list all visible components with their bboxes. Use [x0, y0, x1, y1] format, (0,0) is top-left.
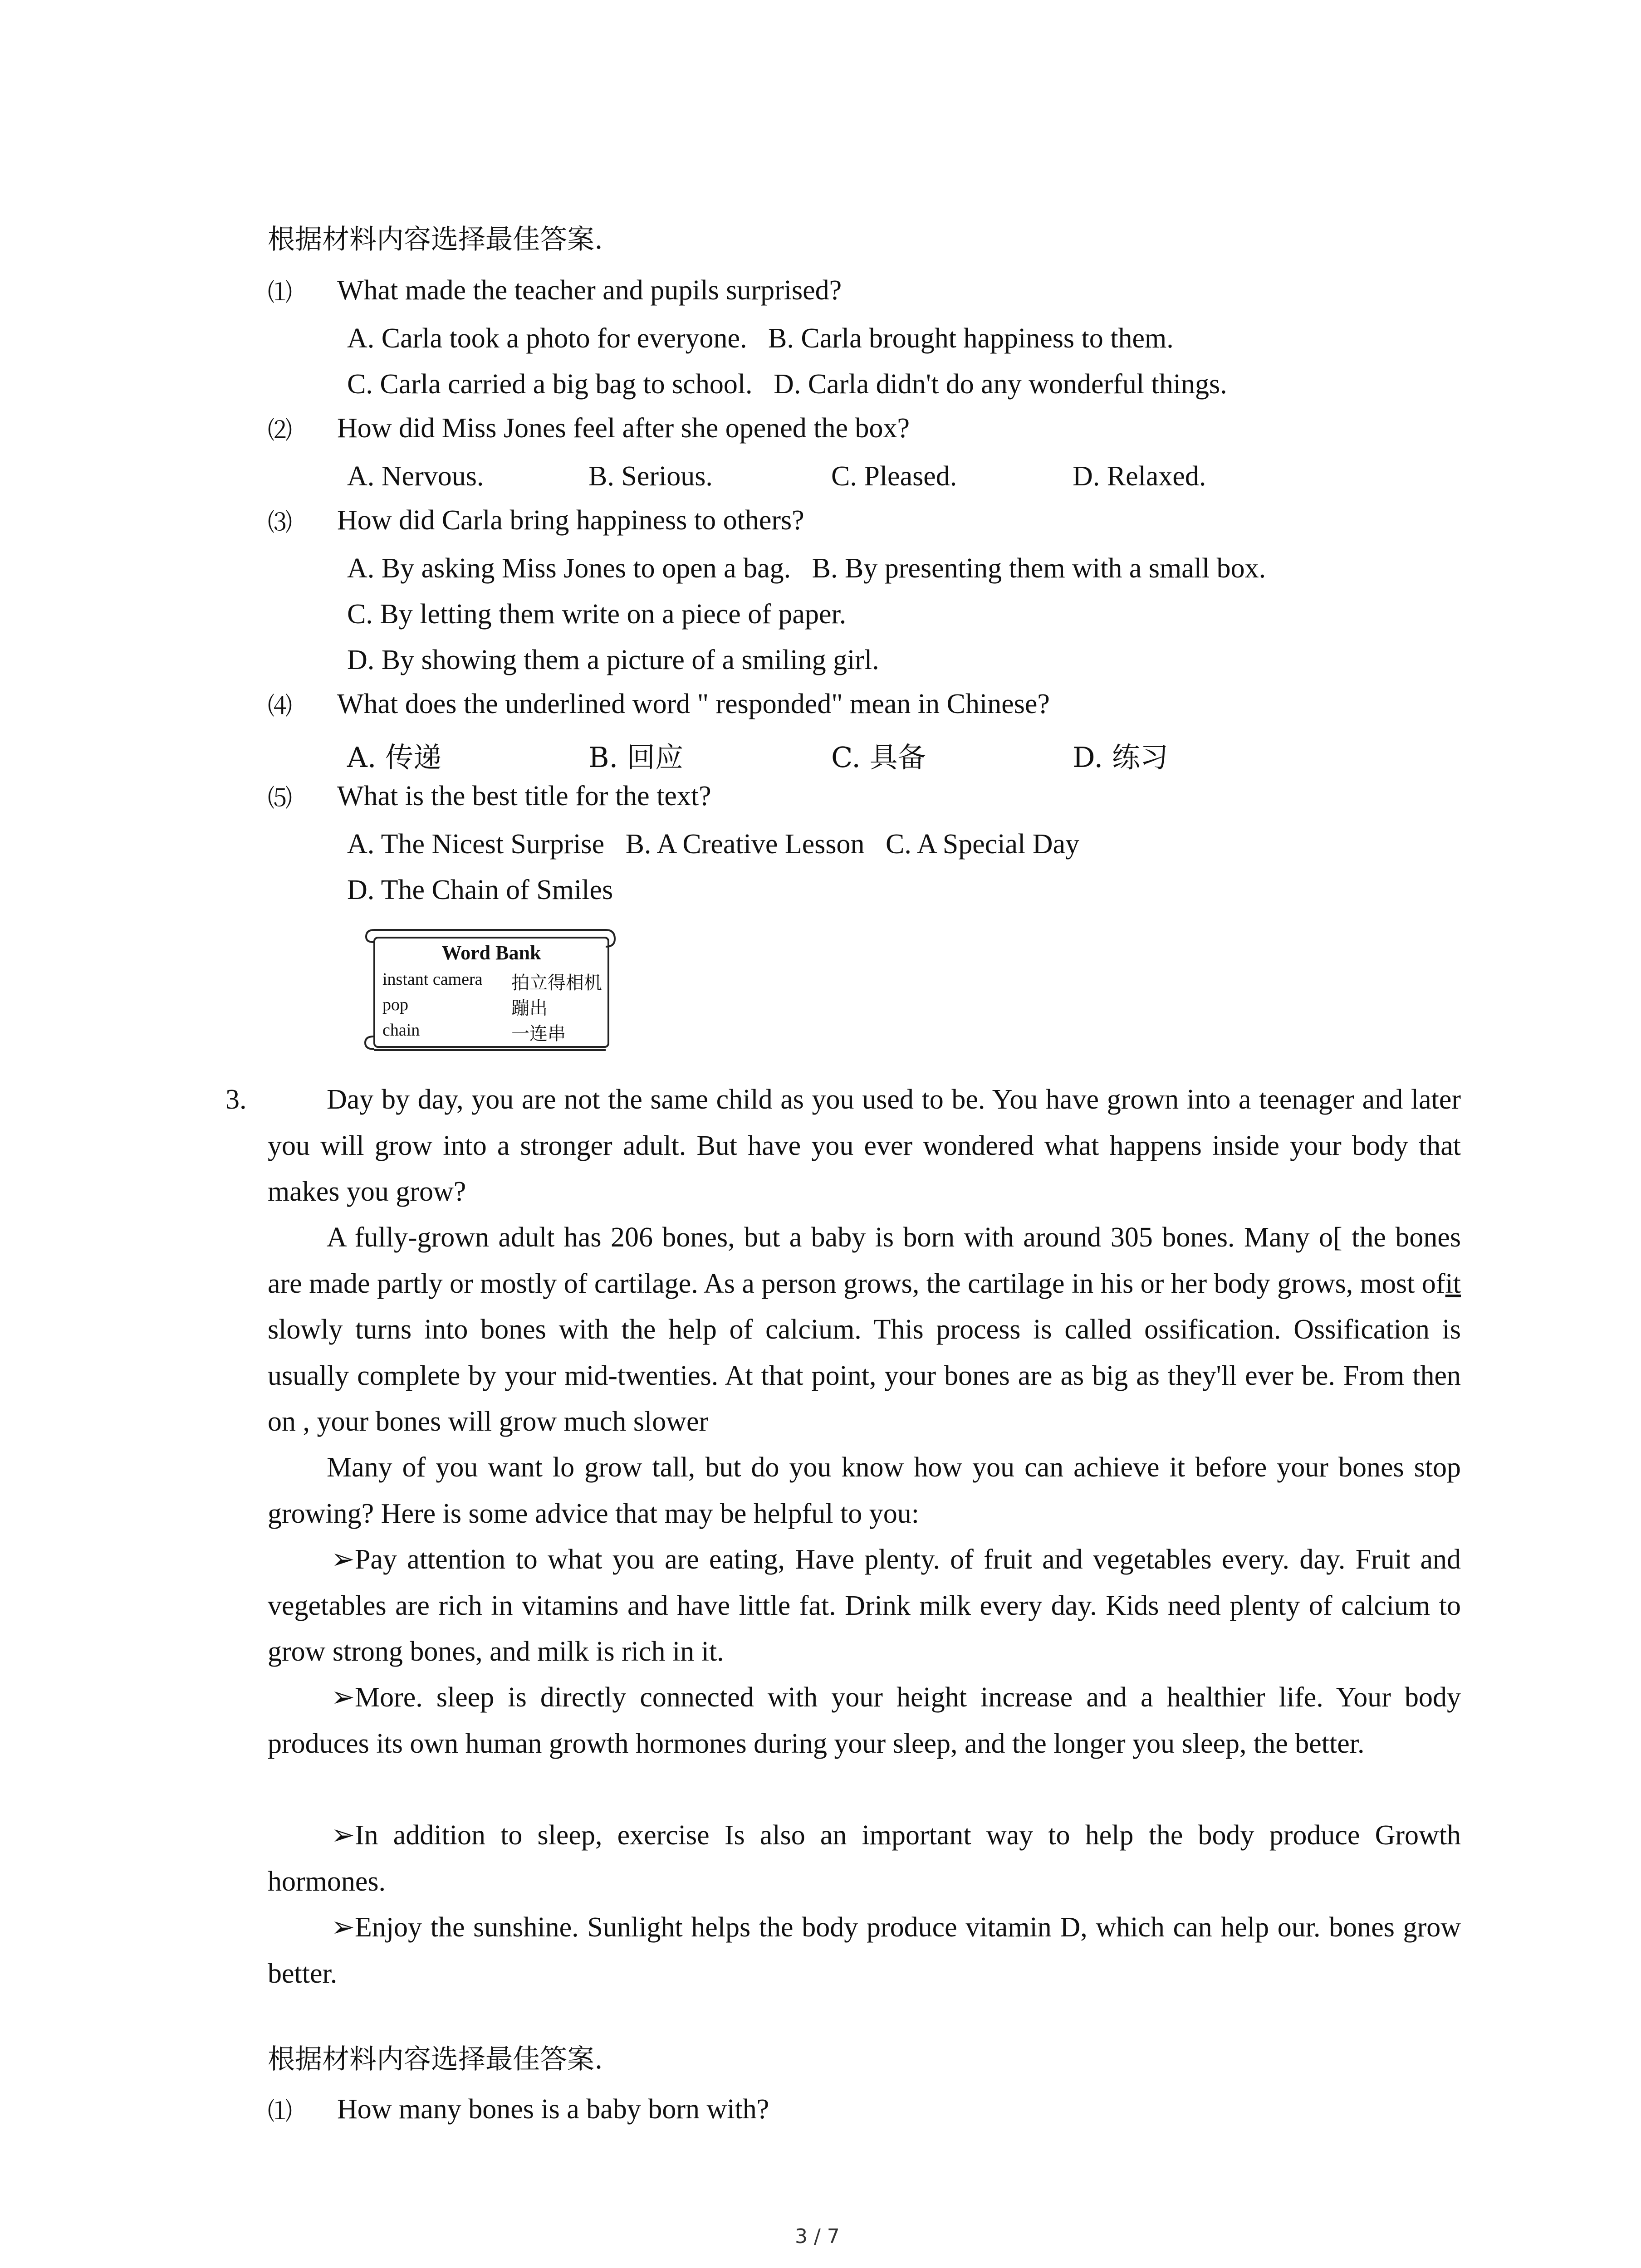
word-bank-box	[373, 937, 609, 1048]
question-number-5: ⑸	[268, 785, 292, 812]
question-number-1: ⑴	[268, 279, 292, 306]
question-4-option-a: A. 传递	[347, 741, 442, 774]
passage-paragraph-3-text: Many of you want lo grow tall, but do you know how you can achieve it before your bones stop growing? Here is some advice that may be helpful to you:	[268, 1452, 1461, 1529]
word-bank-en: chain	[382, 1021, 420, 1040]
word-bank-en: instant camera	[382, 970, 483, 989]
question-3-options-line-2: C. By letting them write on a piece of paper.	[347, 599, 847, 630]
advice-item-4	[268, 1905, 1461, 1997]
question-1-options-line-2: C. Carla carried a big bag to school. D. Carla didn't do any wonderful things.	[347, 369, 1227, 400]
question-2-option-b: B. Serious.	[588, 461, 713, 492]
word-bank-row-1	[382, 969, 483, 989]
passage-paragraph-1	[268, 1077, 1461, 1215]
section1-instruction: 根据材料内容选择最佳答案.	[268, 224, 603, 255]
word-bank-cn-3: 一连串	[511, 1023, 566, 1044]
section2-question-number-1: ⑴	[268, 2098, 292, 2125]
question-text-1: What made the teacher and pupils surprised?	[337, 275, 842, 306]
question-3-options-line-1: A. By asking Miss Jones to open a bag. B. By presenting them with a small box.	[347, 553, 1266, 584]
question-text-3: How did Carla bring happiness to others?	[337, 505, 804, 536]
word-bank-row-3	[382, 1020, 420, 1040]
passage-number: 3.	[225, 1084, 247, 1115]
section2-instruction: 根据材料内容选择最佳答案.	[268, 2043, 603, 2075]
advice-item-2-text: ➢More. sleep is directly connected with your height increase and a healthier life. Your body produces its own human growth hormones during your sleep, and the longer you sleep, the better.	[268, 1682, 1461, 1759]
word-bank-row-2	[382, 995, 408, 1015]
word-bank-en: pop	[382, 995, 408, 1014]
advice-item-3-text: ➢In addition to sleep, exercise Is also an important way to help the body produce Growth hormones.	[268, 1820, 1461, 1897]
advice-item-1	[268, 1537, 1461, 1675]
question-3-options-line-3: D. By showing them a picture of a smiling girl.	[347, 645, 879, 675]
passage-paragraph-2-text-b: slowly turns into bones with the help of calcium. This process is called ossification. Ossification is usually complete by your mid-twenties. At that point, your bones are as big as they'll ever be. From then on , your bones will grow much slower	[268, 1314, 1461, 1437]
word-bank-title: Word Bank	[441, 942, 541, 964]
question-1-options-line-1: A. Carla took a photo for everyone. B. Carla brought happiness to them.	[347, 323, 1174, 354]
question-4-option-d: D. 练习	[1073, 741, 1168, 774]
question-4-option-b: B. 回应	[588, 741, 683, 774]
advice-item-3	[268, 1813, 1461, 1905]
passage-paragraph-1-text: Day by day, you are not the same child as you used to be. You have grown into a teenager and later you will grow into a stronger adult. But have you ever wondered what happens inside your body that makes you grow?	[268, 1084, 1461, 1207]
passage-paragraph-3	[268, 1445, 1461, 1537]
question-text-5: What is the best title for the text?	[337, 781, 711, 811]
question-text-4: What does the underlined word " responded" mean in Chinese?	[337, 689, 1050, 719]
question-2-option-a: A. Nervous.	[347, 461, 484, 492]
question-4-option-c: C. 具备	[831, 741, 926, 774]
advice-item-4-text: ➢Enjoy the sunshine. Sunlight helps the body produce vitamin D, which can help our. bones grow better.	[268, 1912, 1461, 1989]
underlined-word: it	[1445, 1268, 1461, 1299]
advice-item-2	[268, 1675, 1461, 1767]
word-bank-cn-1: 拍立得相机	[511, 973, 602, 993]
question-number-2: ⑵	[268, 417, 292, 444]
passage-paragraph-2	[268, 1215, 1461, 1445]
question-number-3: ⑶	[268, 509, 292, 536]
word-bank-cn-2: 蹦出	[511, 998, 548, 1019]
word-bank-scroll	[361, 923, 619, 1057]
passage-paragraph-2-text-a: A fully-grown adult has 206 bones, but a baby is born with around 305 bones. Many o[ the bones are made partly or mostly of cartilage. As a person grows, the cartilage in his or her body grows, most of	[268, 1222, 1461, 1299]
question-2-option-d: D. Relaxed.	[1073, 461, 1206, 492]
question-5-options-line-2: D. The Chain of Smiles	[347, 875, 613, 905]
question-text-2: How did Miss Jones feel after she opened the box?	[337, 413, 910, 444]
question-2-option-c: C. Pleased.	[831, 461, 957, 492]
page-number: 3 / 7	[795, 2225, 840, 2248]
section2-question-text-1: How many bones is a baby born with?	[337, 2094, 769, 2125]
question-5-options-line-1: A. The Nicest Surprise B. A Creative Lesson C. A Special Day	[347, 829, 1080, 860]
question-number-4: ⑷	[268, 693, 292, 720]
advice-item-1-text: ➢Pay attention to what you are eating, Have plenty. of fruit and vegetables every. day. Fruit and vegetables are rich in vitamins and have little fat. Drink milk every day. Kids need plenty of calcium to grow strong bones, and milk is rich in it.	[268, 1544, 1461, 1667]
